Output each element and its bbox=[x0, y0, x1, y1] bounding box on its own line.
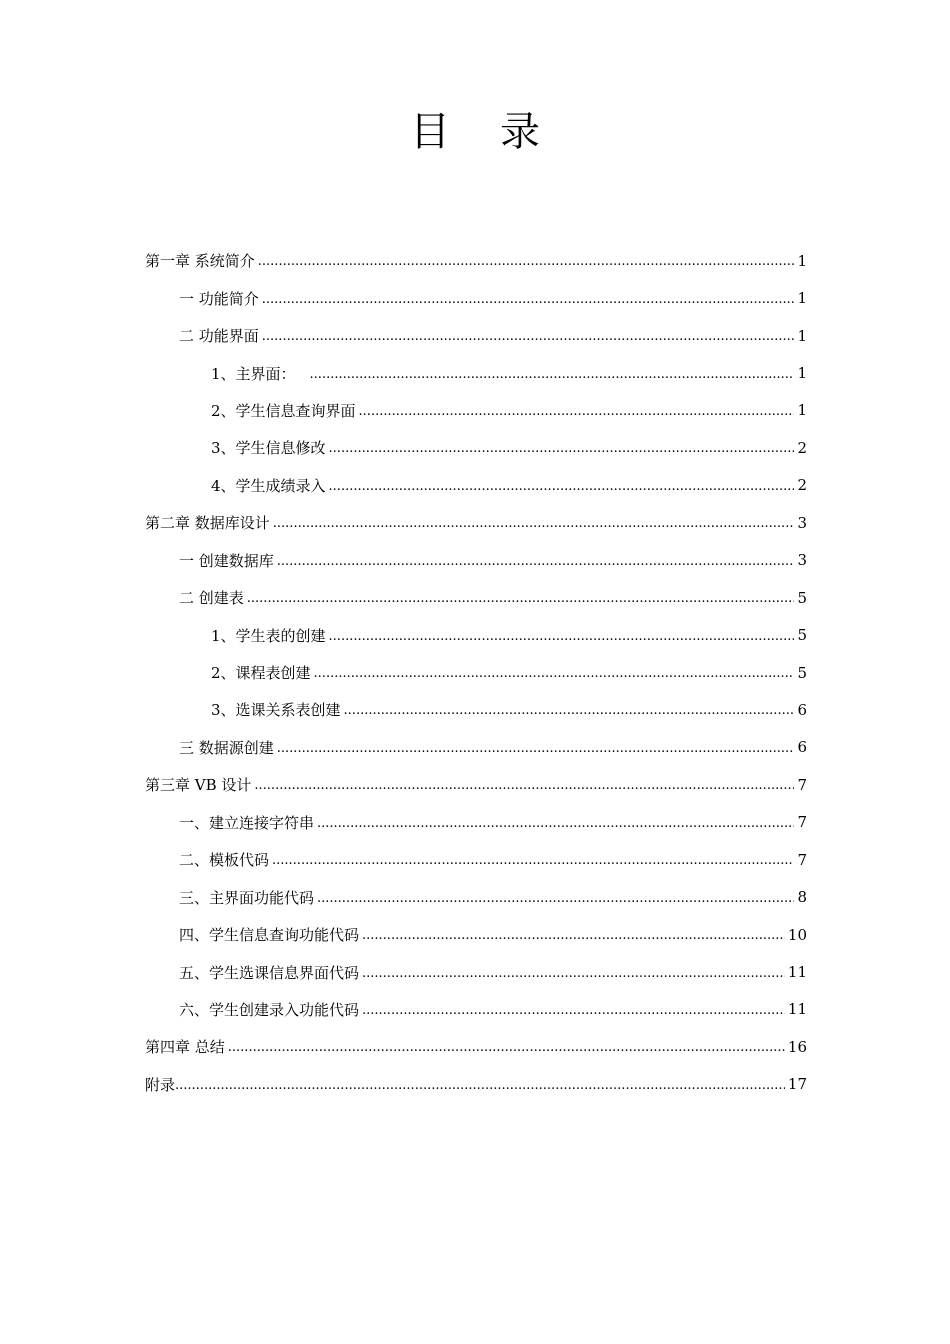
toc-entry[interactable] bbox=[145, 1066, 807, 1103]
toc-entry[interactable] bbox=[145, 878, 807, 915]
toc-leader-dots bbox=[362, 928, 785, 943]
toc-entry-label: 三 数据源创建 bbox=[179, 738, 274, 757]
toc-entry[interactable] bbox=[145, 542, 807, 579]
toc-entry[interactable] bbox=[145, 429, 807, 466]
toc-entry[interactable] bbox=[145, 916, 807, 953]
toc-leader-dots bbox=[314, 666, 795, 681]
toc-entry-label: 二 功能界面 bbox=[179, 327, 259, 346]
toc-leader-dots bbox=[329, 629, 795, 644]
toc-leader-dots bbox=[329, 441, 795, 456]
toc-page-number: 7 bbox=[797, 775, 807, 794]
toc-leader-dots bbox=[277, 741, 795, 756]
toc-entry[interactable] bbox=[145, 766, 807, 803]
toc-entry-label: 三、主界面功能代码 bbox=[179, 888, 315, 907]
toc-page-number: 11 bbox=[787, 1000, 807, 1019]
table-of-contents bbox=[145, 242, 807, 1103]
toc-entry[interactable] bbox=[145, 841, 807, 878]
toc-entry[interactable] bbox=[145, 729, 807, 766]
toc-entry-label: 2、学生信息查询界面 bbox=[211, 401, 356, 420]
toc-leader-dots bbox=[329, 479, 795, 494]
toc-leader-dots bbox=[362, 1003, 785, 1018]
toc-entry[interactable] bbox=[145, 991, 807, 1028]
toc-entry-label: 五、学生选课信息界面代码 bbox=[179, 963, 360, 982]
toc-entry-label: 六、学生创建录入功能代码 bbox=[179, 1000, 360, 1019]
toc-entry[interactable] bbox=[145, 953, 807, 990]
toc-entry[interactable] bbox=[145, 579, 807, 616]
toc-leader-dots bbox=[272, 853, 794, 868]
toc-page-number: 1 bbox=[797, 289, 807, 308]
toc-entry[interactable] bbox=[145, 392, 807, 429]
toc-leader-dots bbox=[262, 292, 795, 307]
toc-leader-dots bbox=[310, 367, 795, 382]
toc-page-number: 3 bbox=[797, 513, 807, 532]
toc-entry-label: 一、建立连接字符串 bbox=[179, 813, 315, 832]
toc-leader-dots bbox=[317, 816, 794, 831]
toc-page-number: 16 bbox=[787, 1037, 807, 1056]
toc-entry[interactable] bbox=[145, 616, 807, 653]
toc-leader-dots bbox=[273, 516, 795, 531]
toc-leader-dots bbox=[228, 1040, 785, 1055]
title-char-2: 录 bbox=[500, 109, 540, 155]
toc-entry[interactable] bbox=[145, 804, 807, 841]
toc-page-number: 7 bbox=[797, 813, 807, 832]
toc-entry-label: 第二章 数据库设计 bbox=[145, 514, 270, 533]
toc-leader-dots bbox=[317, 891, 794, 906]
toc-page-number: 6 bbox=[797, 700, 807, 719]
toc-entry-label: 1、学生表的创建 bbox=[211, 626, 326, 645]
toc-entry-label: 二、模板代码 bbox=[179, 851, 270, 870]
toc-entry-label: 附录 bbox=[145, 1075, 176, 1094]
toc-page-number: 2 bbox=[797, 476, 807, 495]
toc-page-number: 7 bbox=[797, 850, 807, 869]
toc-page-number: 3 bbox=[797, 551, 807, 570]
toc-leader-dots bbox=[277, 554, 795, 569]
toc-page-number: 1 bbox=[797, 364, 807, 383]
toc-leader-dots bbox=[359, 404, 795, 419]
toc-page-number: 11 bbox=[787, 963, 807, 982]
toc-entry-label: 2、课程表创建 bbox=[211, 664, 311, 683]
toc-entry-label: 3、选课关系表创建 bbox=[211, 701, 341, 720]
toc-entry-label: 1、主界面： bbox=[211, 364, 296, 383]
toc-page-number: 5 bbox=[797, 626, 807, 645]
toc-page-number: 6 bbox=[797, 738, 807, 757]
toc-leader-dots bbox=[258, 254, 795, 269]
toc-entry[interactable] bbox=[145, 467, 807, 504]
toc-entry[interactable] bbox=[145, 242, 807, 279]
toc-entry[interactable] bbox=[145, 691, 807, 728]
toc-page-number: 17 bbox=[787, 1075, 807, 1094]
toc-entry-label: 一 功能简介 bbox=[179, 289, 259, 308]
toc-entry[interactable] bbox=[145, 1028, 807, 1065]
toc-entry-label: 第四章 总结 bbox=[145, 1038, 225, 1057]
toc-entry[interactable] bbox=[145, 279, 807, 316]
toc-page-number: 2 bbox=[797, 438, 807, 457]
toc-entry[interactable] bbox=[145, 654, 807, 691]
toc-page-number: 8 bbox=[797, 888, 807, 907]
toc-page-number: 1 bbox=[797, 401, 807, 420]
toc-leader-dots bbox=[362, 966, 785, 981]
toc-entry[interactable] bbox=[145, 317, 807, 354]
toc-leader-dots bbox=[175, 1078, 785, 1093]
toc-page-number: 1 bbox=[797, 251, 807, 270]
toc-page-number: 10 bbox=[787, 925, 807, 944]
toc-entry[interactable] bbox=[145, 504, 807, 541]
toc-entry[interactable] bbox=[145, 354, 807, 391]
toc-page-number: 1 bbox=[797, 326, 807, 345]
toc-entry-label: 一 创建数据库 bbox=[179, 551, 274, 570]
toc-entry-label: 3、学生信息修改 bbox=[211, 439, 326, 458]
toc-page-number: 5 bbox=[797, 588, 807, 607]
toc-leader-dots bbox=[262, 329, 795, 344]
toc-entry-label: 第三章 VB 设计 bbox=[145, 776, 252, 795]
toc-page-number: 5 bbox=[797, 663, 807, 682]
toc-leader-dots bbox=[344, 703, 795, 718]
toc-leader-dots bbox=[254, 778, 794, 793]
toc-entry-label: 二 创建表 bbox=[179, 589, 244, 608]
toc-entry-label: 4、学生成绩录入 bbox=[211, 476, 326, 495]
page-title bbox=[0, 104, 950, 160]
toc-leader-dots bbox=[247, 591, 795, 606]
title-char-1: 目 bbox=[410, 109, 450, 155]
toc-entry-label: 四、学生信息查询功能代码 bbox=[179, 926, 360, 945]
toc-entry-label: 第一章 系统简介 bbox=[145, 252, 255, 271]
